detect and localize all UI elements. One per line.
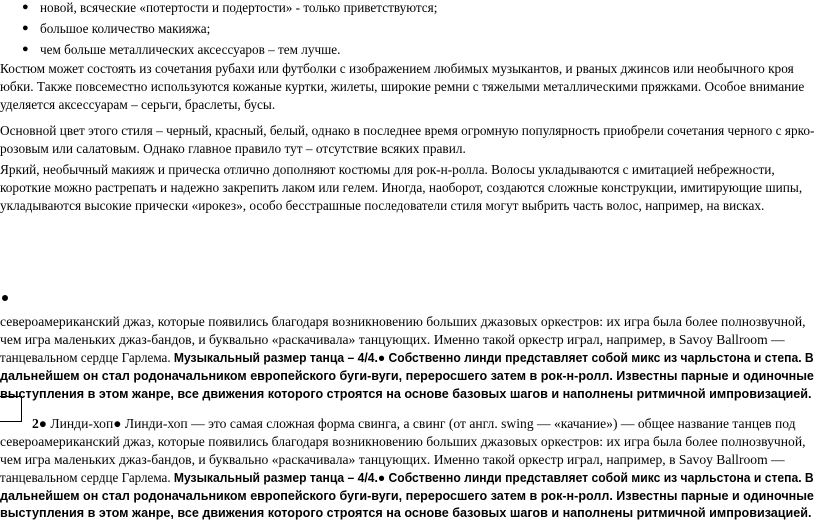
bullet-dot-icon: ● [22, 1, 29, 13]
text-line: Основной цвет этого стиля – черный, красный, белый, однако в последнее время огромную популярность приобрели сочетания черного с ярко- [0, 123, 815, 138]
text-line [0, 349, 814, 367]
text-line [0, 469, 814, 487]
text-line: североамериканский джаз, которые появились благодаря возникновению больших джазовых оркестров: их игра была более полнозвучной, [0, 314, 806, 329]
text-line-bold: дальнейшем он стал родоначальником европейского буги-вуги, переросшего затем в рок-н-ролл. Известны парные и одиночные [0, 369, 814, 383]
text-line [32, 415, 796, 433]
text-span: Линди-хоп● Линди-хоп — это самая сложная форма свинга, а свинг (от англ. swing — «качание») — общее название танцев под [50, 416, 796, 431]
bullet-dot-icon [2, 295, 8, 301]
text-span-bold: 2● [32, 416, 51, 431]
text-line-bold: выступления в этом жанре, все движения которого строятся на основе базовых шагов и наполнены ритмичной импровизацией. [0, 387, 812, 401]
bullet-dot-icon: ● [22, 43, 29, 55]
text-line: уделяется аксессуарам – серьги, браслеты, бусы. [0, 97, 276, 112]
text-line: чем игра маленьких джаз-бандов, и буквально «раскачивала» танцующих. Именно такой оркестр играл, например, в Savoy Ballroom — [0, 332, 785, 347]
text-span-bold: Музыкальный размер танца – 4/4. [173, 351, 378, 365]
text-line: короткие можно растрепать и надежно закрепить лаком или гелем. Иногда, наоборот, создаются сложные конструкции, имитирующие шипы, [0, 180, 803, 195]
text-span-bold: ● Собственно линди представляет собой микс из чарльстона и степа. В [377, 351, 814, 365]
text-line: розовым или салатовым. Однако главное правило тут – отсутствие всяких правил. [0, 141, 466, 156]
text-span-bold: Музыкальный размер танца – 4/4. [173, 471, 378, 485]
text-line: Яркий, необычный макияж и прическа отлично дополняют костюмы для рок-н-ролла. Волосы укладываются с имитацией небрежности, [0, 162, 775, 177]
text-line: юбки. Также повсеместно используются кожаные куртки, жилеты, широкие ремни с тяжелыми металлическими пряжками. Особое внимание [0, 79, 805, 94]
bullet-item: большое количество макияжа; [40, 21, 211, 36]
bullet-item: новой, всяческие «потертости и подертости» - только приветствуются; [40, 0, 438, 15]
text-line: укладываются высокие прически «ирокез», особо бесстрашные последователи стиля могут выбрить часть волос, например, на висках. [0, 198, 765, 213]
text-line: чем игра маленьких джаз-бандов, и буквально «раскачивала» танцующих. Именно такой оркестр играл, например, в Savoy Ballroom — [0, 452, 785, 467]
text-line: Костюм может состоять из сочетания рубахи или футболки с изображением любимых музыкантов, и рваных джинсов или необычного кроя [0, 61, 794, 76]
empty-box [0, 396, 22, 422]
text-line-bold: выступления в этом жанре, все движения которого строятся на основе базовых шагов и наполнены ритмичной импровизацией. [0, 506, 812, 520]
text-line-bold: дальнейшем он стал родоначальником европейского буги-вуги, переросшего затем в рок-н-ролл. Известны парные и одиночные [0, 489, 814, 503]
bullet-dot-icon: ● [22, 22, 29, 34]
text-span-bold: ● Собственно линди представляет собой микс из чарльстона и степа. В [377, 471, 814, 485]
text-span: танцевальном сердце Гарлема. [0, 470, 174, 485]
text-line: североамериканский джаз, которые появились благодаря возникновению больших джазовых оркестров: их игра была более полнозвучной, [0, 434, 806, 449]
bullet-item: чем больше металлических аксессуаров – тем лучше. [40, 42, 341, 57]
text-span: танцевальном сердце Гарлема. [0, 350, 174, 365]
